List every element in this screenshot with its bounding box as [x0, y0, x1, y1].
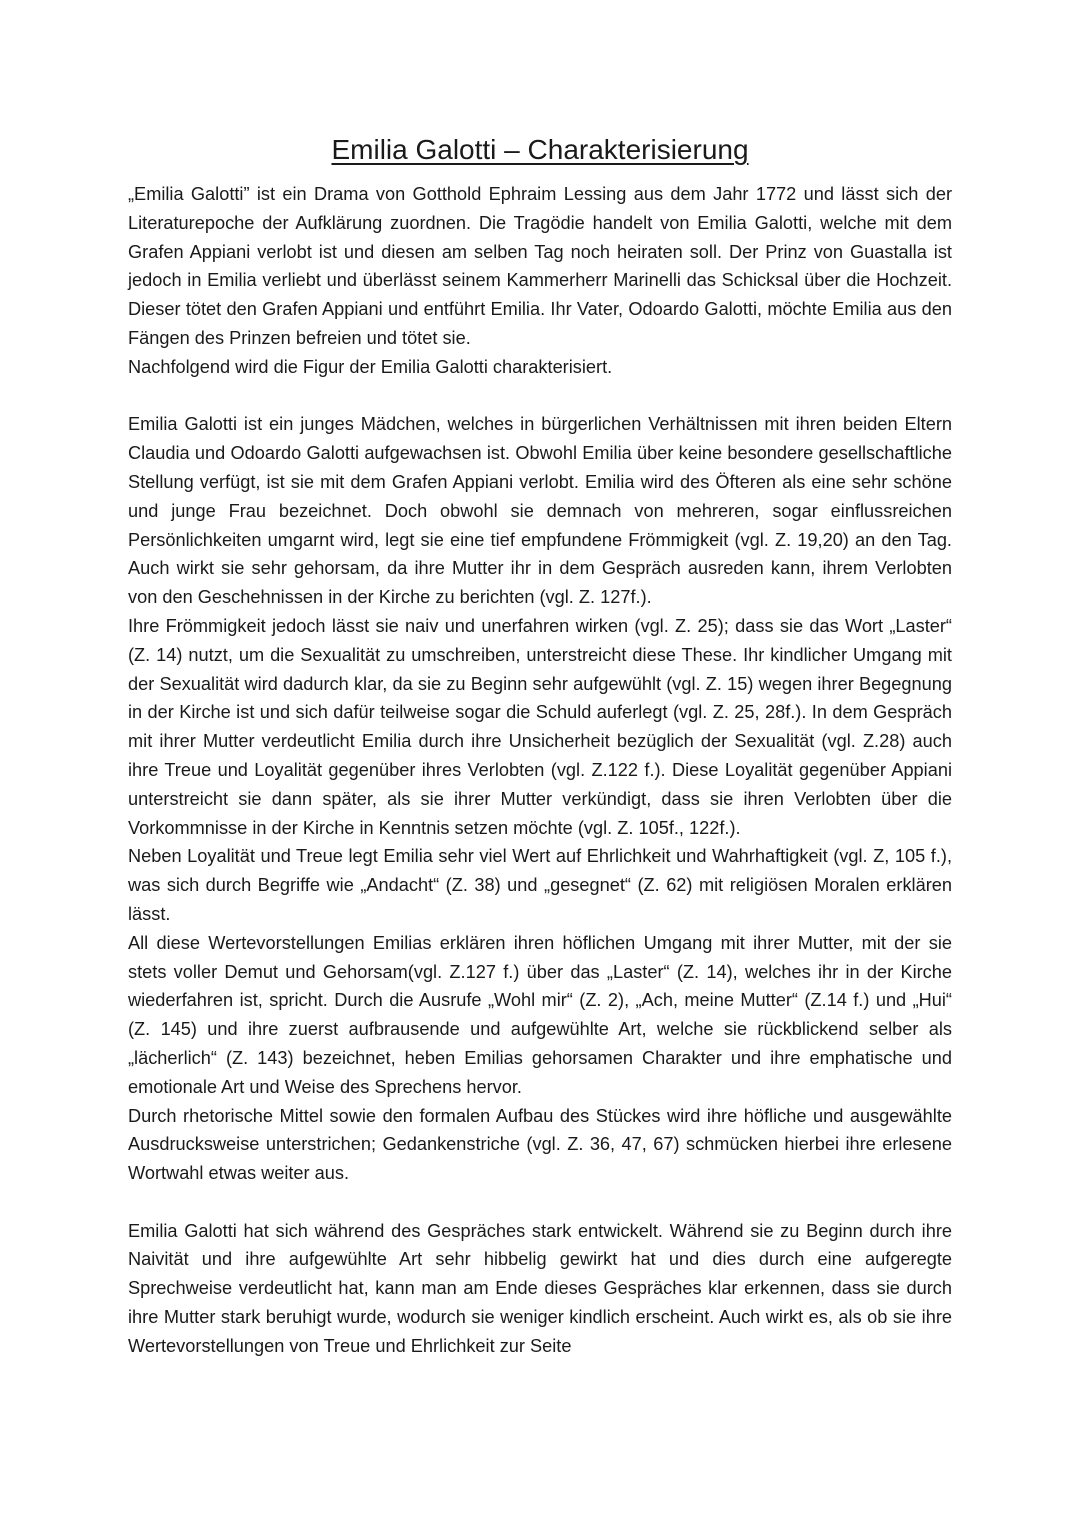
- body-paragraph-rhetoric: Durch rhetorische Mittel sowie den formalen Aufbau des Stückes wird ihre höfliche und ausgewählte Ausdrucksweise unterstrichen; Gedankenstriche (vgl. Z. 36, 47, 67) schmücken hierbei ihre erlesene Wortwahl etwas weiter aus.: [128, 1105, 952, 1184]
- body-paragraph-naivety: Ihre Frömmigkeit jedoch lässt sie naiv und unerfahren wirken (vgl. Z. 25); dass sie das Wort „Laster“ (Z. 14) nutzt, um die Sexualität zu umschreiben, unterstreicht diese These. Ihr kindlicher Umgang mit der Sexualität wird dadurch klar, da sie zu Beginn sehr aufgewühlt (vgl. Z. 15) wegen ihrer Begegnung in der Kirche ist und sich dafür teilweise sogar die Schuld auferlegt (vgl. Z. 25, 28f.). In dem Gespräch mit ihrer Mutter verdeutlicht Emilia durch ihre Unsicherheit bezüglich der Sexualität (vgl. Z.28) auch ihre Treue und Loyalität gegenüber ihres Verlobten (vgl. Z.122 f.). Diese Loyalität gegenüber Appiani unterstreicht sie dann später, als sie ihrer Mutter verkündigt, dass sie ihren Verlobten über die Vorkommnisse in der Kirche in Kenntnis setzen möchte (vgl. Z. 105f., 122f.).: [128, 615, 952, 838]
- body-paragraph-honesty: Neben Loyalität und Treue legt Emilia sehr viel Wert auf Ehrlichkeit und Wahrhaftigkeit (vgl. Z, 105 f.), was sich durch Begriffe wie „Andacht“ (Z. 38) und „gesegnet“ (Z. 62) mit religiösen Moralen erklären lässt.: [128, 846, 952, 924]
- body-paragraph-values: All diese Wertevorstellungen Emilias erklären ihren höflichen Umgang mit ihrer Mutter, mit der sie stets voller Demut und Gehorsam(vgl. Z.127 f.) über das „Laster“ (Z. 14), welches ihr in der Kirche wiederfahren ist, spricht. Durch die Ausrufe „Wohl mir“ (Z. 2), „Ach, meine Mutter“ (Z.14 f.) und „Hui“ (Z. 145) und ihre zuerst aufbrausende und aufgewühlte Art, welche sie rückblickend selber als „lächerlich“ (Z. 143) bezeichnet, heben Emilias gehorsamen Charakter und ihre emphatische und emotionale Art und Weise des Sprechens hervor.: [128, 932, 952, 1097]
- body-paragraph-background: Emilia Galotti ist ein junges Mädchen, welches in bürgerlichen Verhältnissen mit ihren beiden Eltern Claudia und Odoardo Galotti aufgewachsen ist. Obwohl Emilia über keine besondere gesellschaftliche Stellung verfügt, ist sie mit dem Grafen Appiani verlobt. Emilia wird des Öfteren als eine sehr schöne und junge Frau bezeichnet. Doch obwohl sie demnach von mehreren, sogar einflussreichen Persönlichkeiten umgarnt wird, legt sie eine tief empfundene Frömmigkeit (vgl. Z. 19,20) an den Tag. Auch wirkt sie sehr gehorsam, da ihre Mutter ihr in dem Gespräch ausreden kann, ihrem Verlobten von den Geschehnissen in der Kirche zu berichten (vgl. Z. 127f.).: [128, 414, 952, 608]
- document-title: Emilia Galotti – Charakterisierung: [331, 134, 749, 165]
- intro-paragraph: „Emilia Galotti” ist ein Drama von Gotthold Ephraim Lessing aus dem Jahr 1772 und lässt sich der Literaturepoche der Aufklärung zuordnen. Die Tragödie handelt von Emilia Galotti, welche mit dem Grafen Appiani verlobt ist und diesen am selben Tag noch heiraten soll. Der Prinz von Guastalla ist jedoch in Emilia verliebt und überlässt seinem Kammerherr Marinelli das Schicksal über die Hochzeit. Dieser tötet den Grafen Appiani und entführt Emilia. Ihr Vater, Odoardo Galotti, möchte Emilia aus den Fängen des Prinzen befreien und tötet sie.: [128, 184, 952, 348]
- intro-closing-line: Nachfolgend wird die Figur der Emilia Galotti charakterisiert.: [128, 356, 613, 377]
- body-paragraph-development: Emilia Galotti hat sich während des Gespräches stark entwickelt. Während sie zu Beginn durch ihre Naivität und ihre aufgewühlte Art sehr hibbelig gewirkt hat und dies durch eine aufgeregte Sprechweise verdeutlicht hat, kann man am Ende dieses Gespräches klar erkennen, dass sie durch ihre Mutter stark beruhigt wurde, wodurch sie weniger kindlich erscheint. Auch wirkt es, als ob sie ihre Wertevorstellungen von Treue und Ehrlichkeit zur Seite: [128, 1220, 952, 1356]
- document-page: [128, 130, 952, 1361]
